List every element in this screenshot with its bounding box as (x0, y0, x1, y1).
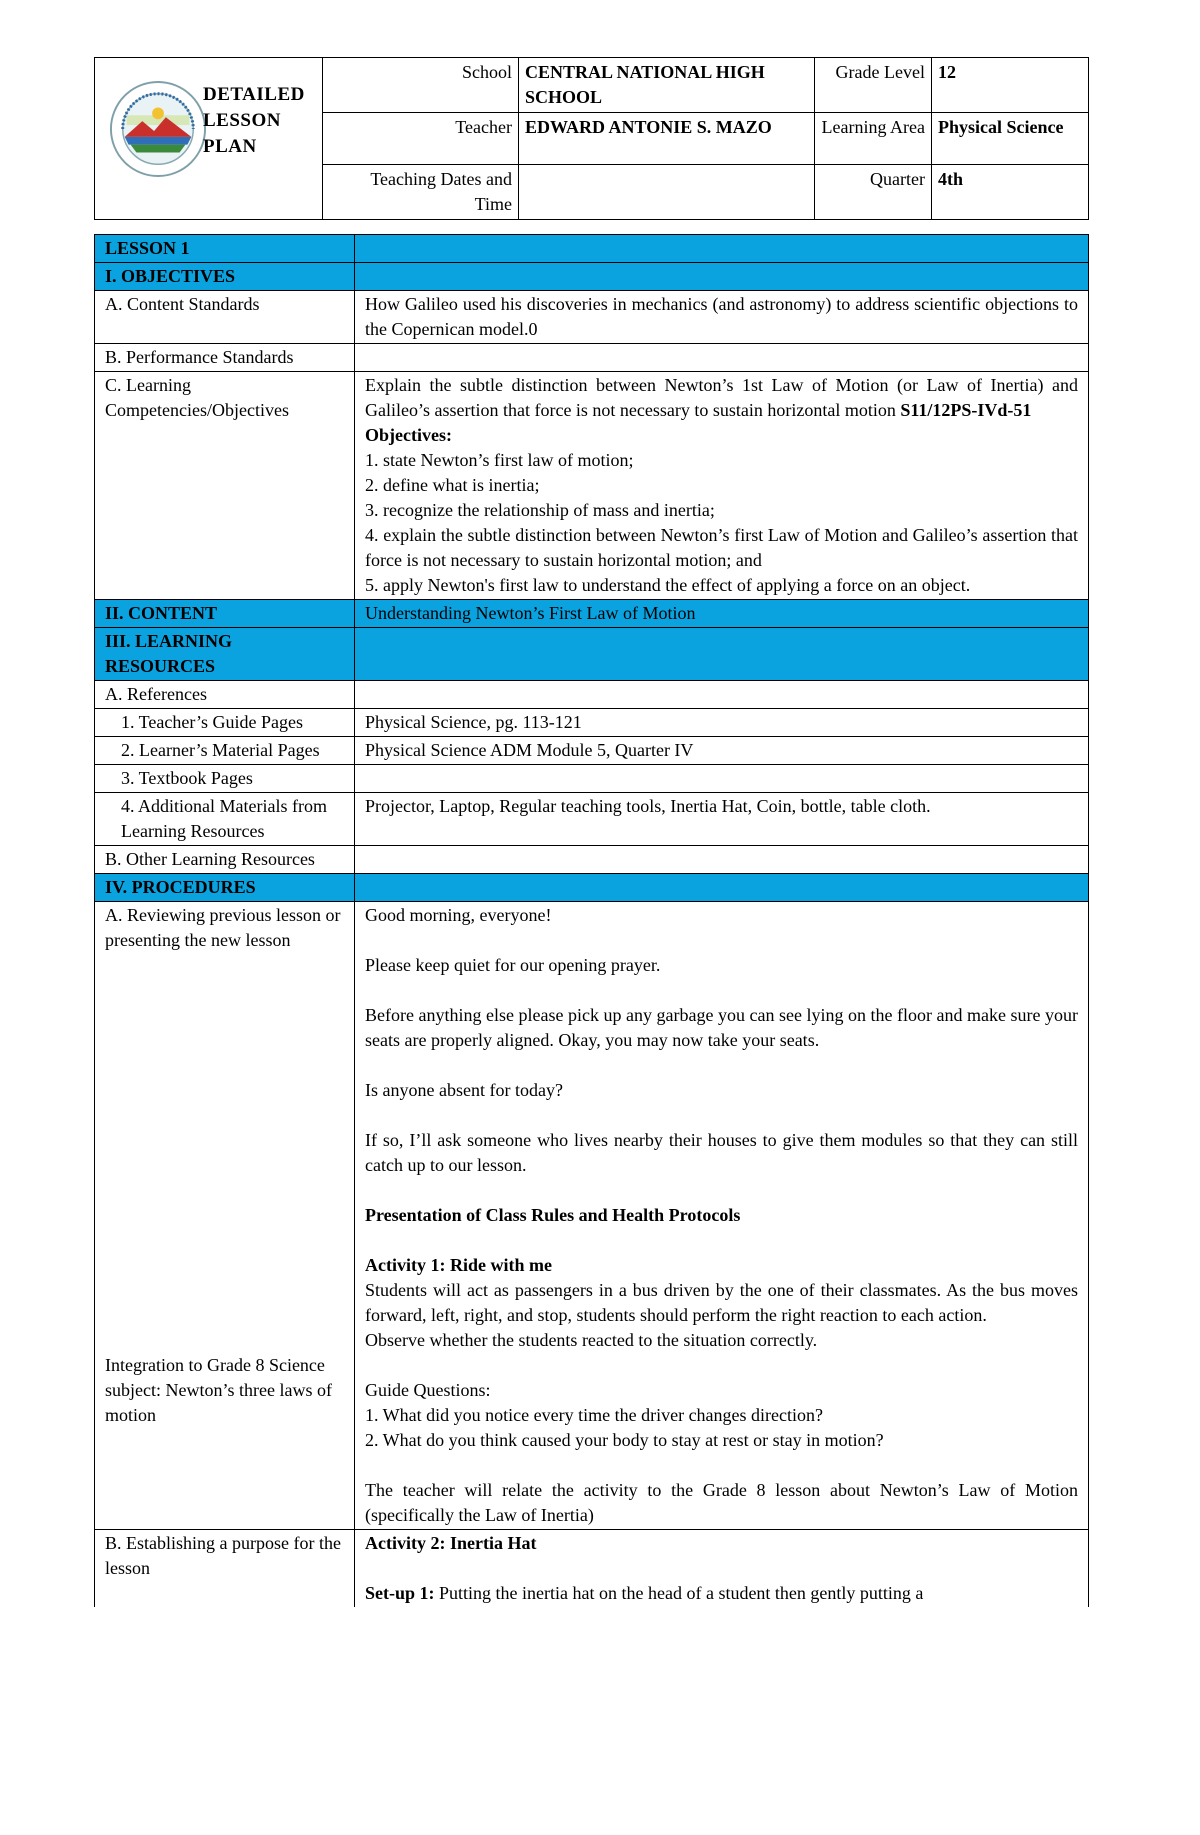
teachers-guide-row (95, 709, 1089, 737)
content-standards-label: A. Content Standards (95, 291, 355, 344)
performance-standards-row (95, 344, 1089, 372)
learners-material-row (95, 737, 1089, 765)
lesson-value (355, 235, 1089, 263)
content-standards-row (95, 291, 1089, 344)
dates-label: Teaching Dates and Time (323, 165, 519, 220)
garbage-text: Before anything else please pick up any garbage you can see lying on the floor and make sure your seats are properly aligned. Okay, you may now take your seats. (365, 1005, 1078, 1050)
objective-item: 4. explain the subtle distinction between Newton’s first Law of Motion and Galileo’s assertion that force is not necessary to sustain horizontal motion; and (365, 525, 1078, 570)
learners-material-label: 2. Learner’s Material Pages (95, 737, 355, 765)
integration-note: Integration to Grade 8 Science subject: Newton’s three laws of motion (105, 1355, 332, 1425)
reviewing-content (355, 902, 1089, 1530)
resources-row (95, 628, 1089, 681)
objectives-title: Objectives: (365, 425, 452, 445)
header-table (94, 57, 1089, 220)
other-resources-row (95, 846, 1089, 874)
teachers-guide-label: 1. Teacher’s Guide Pages (95, 709, 355, 737)
references-row (95, 681, 1089, 709)
procedures-heading: IV. PROCEDURES (95, 874, 355, 902)
logo-cell (95, 58, 323, 220)
teacher-value: EDWARD ANTONIE S. MAZO (519, 113, 815, 165)
activity1-title: Activity 1: Ride with me (365, 1255, 552, 1275)
procedures-heading-value (355, 874, 1089, 902)
teacher-label: Teacher (323, 113, 519, 165)
quarter-label: Quarter (815, 165, 932, 220)
competencies-row (95, 372, 1089, 600)
activity1-description: Students will act as passengers in a bus driven by the one of their classmates. As the bus moves forward, left, right, and stop, students should perform the right reaction to each action. (365, 1280, 1078, 1325)
spacer (105, 953, 344, 1353)
school-value: CENTRAL NATIONAL HIGH SCHOOL (519, 58, 815, 113)
setup1-label: Set-up 1: (365, 1583, 435, 1603)
objectives-heading: I. OBJECTIVES (95, 263, 355, 291)
purpose-label: B. Establishing a purpose for the lesson (95, 1530, 355, 1608)
reviewing-label: A. Reviewing previous lesson or presenting the new lesson (105, 905, 341, 950)
school-seal-icon (109, 80, 207, 178)
references-value (355, 681, 1089, 709)
grade-value: 12 (932, 58, 1089, 113)
observe-text: Observe whether the students reacted to the situation correctly. (365, 1330, 818, 1350)
textbook-value (355, 765, 1089, 793)
relate-text: The teacher will relate the activity to the Grade 8 lesson about Newton’s Law of Motion (specifically the Law of Inertia) (365, 1480, 1078, 1525)
dlp-title-line-2: LESSON (203, 110, 281, 131)
resources-heading-value (355, 628, 1089, 681)
lesson-row (95, 235, 1089, 263)
guide-questions-title: Guide Questions: (365, 1380, 491, 1400)
purpose-row (95, 1530, 1089, 1608)
area-value: Physical Science (932, 113, 1089, 165)
objectives-heading-value (355, 263, 1089, 291)
competency-text: Explain the subtle distinction between Newton’s 1st Law of Motion (or Law of Inertia) and Galileo’s assertion that force is not necessary to sustain horizontal motion (365, 375, 1078, 420)
competencies-value (355, 372, 1089, 600)
objectives-row (95, 263, 1089, 291)
guide-question: 1. What did you notice every time the driver changes direction? (365, 1405, 824, 1425)
content-standards-value: How Galileo used his discoveries in mechanics (and astronomy) to address scientific objections to the Copernican model.0 (355, 291, 1089, 344)
dlp-title-line-3: PLAN (203, 136, 257, 157)
setup1-body: Putting the inertia hat on the head of a student then gently putting a (439, 1583, 924, 1603)
lesson-table (94, 234, 1089, 1607)
resources-heading: III. LEARNING RESOURCES (95, 628, 355, 681)
guide-question: 2. What do you think caused your body to stay at rest or stay in motion? (365, 1430, 884, 1450)
procedures-row (95, 874, 1089, 902)
other-resources-label: B. Other Learning Resources (95, 846, 355, 874)
activity2-title: Activity 2: Inertia Hat (365, 1533, 537, 1553)
greeting-text: Good morning, everyone! (365, 905, 552, 925)
absent-text: Is anyone absent for today? (365, 1080, 563, 1100)
textbook-row (95, 765, 1089, 793)
content-value: Understanding Newton’s First Law of Motion (355, 600, 1089, 628)
objective-item: 5. apply Newton's first law to understand the effect of applying a force on an object. (365, 575, 971, 595)
dates-value (519, 165, 815, 220)
textbook-label: 3. Textbook Pages (95, 765, 355, 793)
lesson-label: LESSON 1 (95, 235, 355, 263)
dlp-title-line-1: DETAILED (203, 84, 305, 105)
reviewing-cell (95, 902, 355, 1530)
objective-item: 1. state Newton’s first law of motion; (365, 450, 634, 470)
setup1-text (365, 1581, 1078, 1606)
competency-paragraph (365, 373, 1078, 423)
content-row (95, 600, 1089, 628)
content-heading: II. CONTENT (95, 600, 355, 628)
additional-materials-label: 4. Additional Materials from Learning Resources (95, 793, 355, 846)
competencies-label: C. Learning Competencies/Objectives (95, 372, 355, 600)
performance-standards-value (355, 344, 1089, 372)
prayer-text: Please keep quiet for our opening prayer. (365, 955, 661, 975)
additional-materials-row (95, 793, 1089, 846)
additional-materials-value: Projector, Laptop, Regular teaching tools, Inertia Hat, Coin, bottle, table cloth. (355, 793, 1089, 846)
objective-item: 3. recognize the relationship of mass and inertia; (365, 500, 715, 520)
objective-item: 2. define what is inertia; (365, 475, 540, 495)
area-label: Learning Area (815, 113, 932, 165)
quarter-value: 4th (932, 165, 1089, 220)
purpose-content (355, 1530, 1089, 1608)
competency-code: S11/12PS-IVd-51 (900, 400, 1032, 420)
class-rules-heading: Presentation of Class Rules and Health Protocols (365, 1205, 741, 1225)
reviewing-row (95, 902, 1089, 1530)
dlp-title (203, 82, 305, 160)
other-resources-value (355, 846, 1089, 874)
learners-material-value: Physical Science ADM Module 5, Quarter IV (355, 737, 1089, 765)
grade-label: Grade Level (815, 58, 932, 113)
school-label: School (323, 58, 519, 113)
modules-text: If so, I’ll ask someone who lives nearby their houses to give them modules so that they can still catch up to our lesson. (365, 1130, 1078, 1175)
references-label: A. References (95, 681, 355, 709)
teachers-guide-value: Physical Science, pg. 113-121 (355, 709, 1089, 737)
performance-standards-label: B. Performance Standards (95, 344, 355, 372)
